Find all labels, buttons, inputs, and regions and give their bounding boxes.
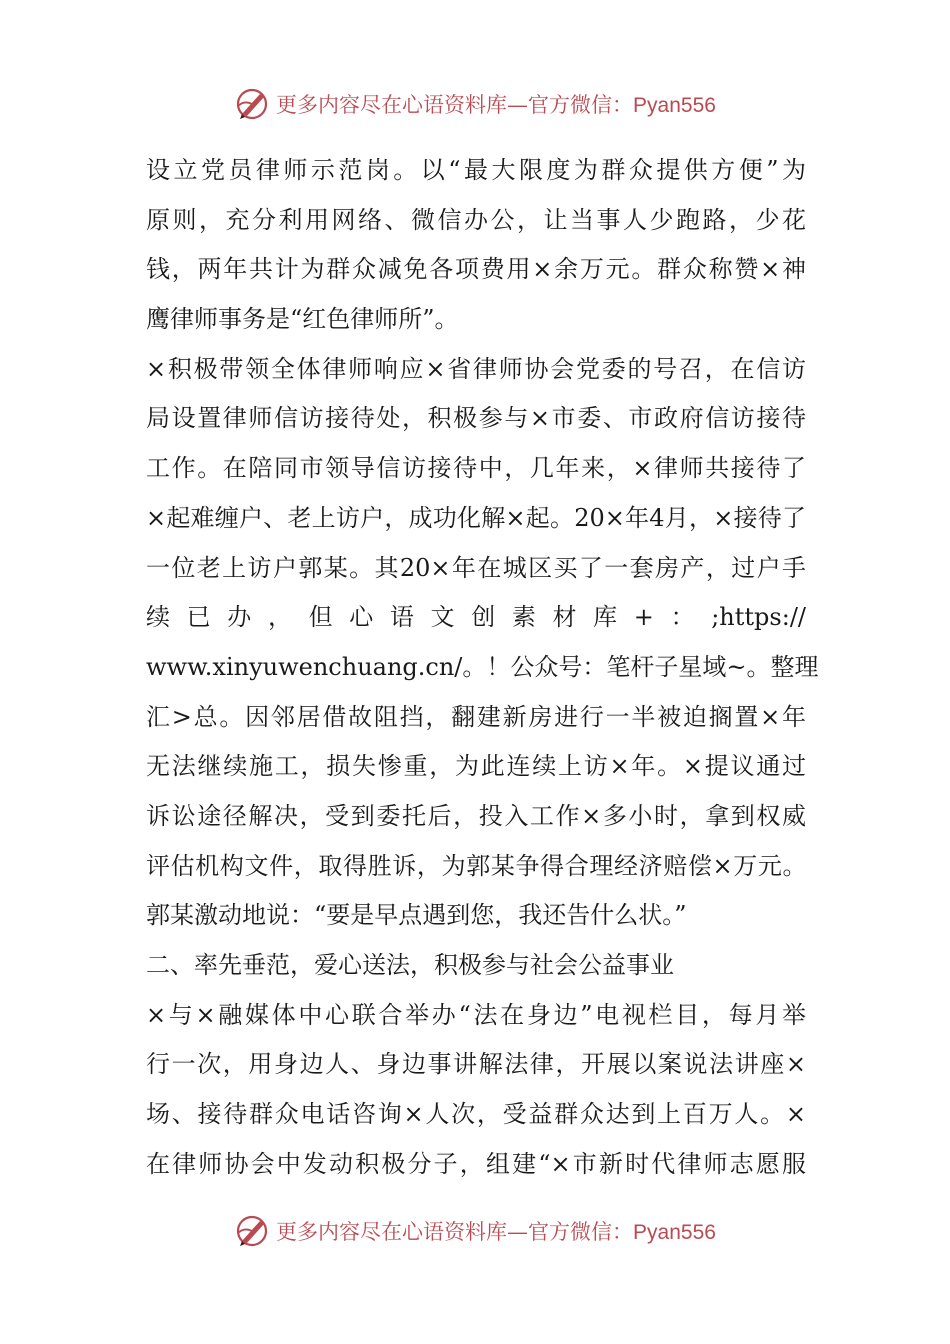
banner-text: 更多内容尽在心语资料库—官方微信：Pyan556 bbox=[276, 1220, 716, 1244]
pen-logo-icon bbox=[234, 1213, 270, 1249]
text-line: www.xinyuwenchuang.cn/。！公众号：笔杆子星域~。整理 bbox=[146, 652, 819, 681]
banner-text: 更多内容尽在心语资料库—官方微信：Pyan556 bbox=[276, 93, 716, 117]
wechat-id: Pyan556 bbox=[633, 1221, 716, 1244]
text-line: 评估机构文件，取得胜诉，为郭某争得合理经济赔偿×万元。 bbox=[146, 851, 806, 880]
text-line: 钱，两年共计为群众减免各项费用×余万元。群众称赞×神 bbox=[146, 255, 806, 284]
text-line: 局设置律师信访接待处，积极参与×市委、市政府信访接待 bbox=[146, 404, 806, 433]
text-line: 无法继续施工，损失惨重，为此连续上访×年。×提议通过 bbox=[146, 752, 806, 781]
text-line: 工作。在陪同市领导信访接待中，几年来，×律师共接待了 bbox=[146, 454, 806, 483]
text-line: 诉讼途径解决，受到委托后，投入工作×多小时，拿到权威 bbox=[146, 801, 806, 830]
footer-banner bbox=[0, 1211, 950, 1251]
text-line: 汇>总。因邻居借故阻挡，翻建新房进行一半被迫搁置×年 bbox=[146, 702, 806, 731]
text-line: ×起难缠户、老上访户，成功化解×起。20×年4月，×接待了 bbox=[146, 503, 806, 532]
text-line: ×与×融媒体中心联合举办“法在身边”电视栏目，每月举 bbox=[146, 1000, 806, 1029]
wechat-id: Pyan556 bbox=[633, 94, 716, 117]
text-line: ×积极带领全体律师响应×省律师协会党委的号召，在信访 bbox=[146, 354, 806, 383]
header-banner bbox=[0, 84, 950, 124]
text-line: 原则，充分利用网络、微信办公，让当事人少跑路，少花 bbox=[146, 205, 806, 234]
text-line: 二、率先垂范，爱心送法，积极参与社会公益事业 bbox=[146, 951, 674, 979]
document-body bbox=[146, 146, 819, 1189]
pen-logo-icon bbox=[234, 86, 270, 122]
text-line: 设立党员律师示范岗。以“最大限度为群众提供方便”为 bbox=[146, 156, 806, 184]
text-line: 行一次，用身边人、身边事讲解法律，开展以案说法讲座× bbox=[146, 1050, 806, 1079]
text-line: 续已办，但心语文创素材库+：;https:// bbox=[146, 603, 806, 632]
text-line: 一位老上访户郭某。其20×年在城区买了一套房产，过户手 bbox=[146, 553, 806, 582]
text-line: 在律师协会中发动积极分子，组建“×市新时代律师志愿服 bbox=[146, 1149, 806, 1178]
text-line: 郭某激动地说：“要是早点遇到您，我还告什么状。” bbox=[146, 901, 687, 930]
text-line: 鹰律师事务是“红色律师所”。 bbox=[146, 305, 459, 334]
text-line: 场、接待群众电话咨询×人次，受益群众达到上百万人。× bbox=[146, 1100, 806, 1129]
